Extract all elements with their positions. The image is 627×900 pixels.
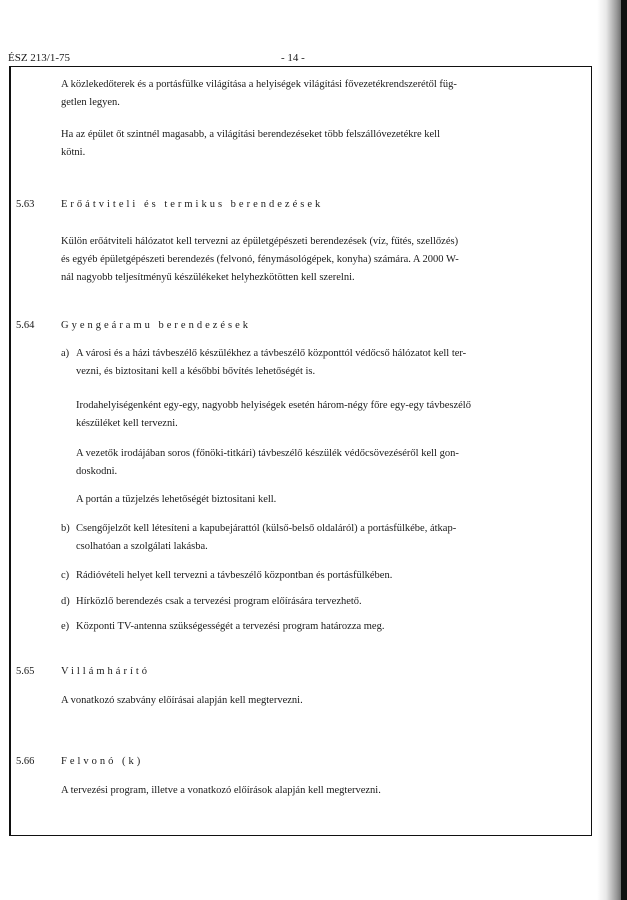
page-number: - 14 - bbox=[281, 52, 305, 64]
section-number-5-63: 5.63 bbox=[16, 199, 35, 210]
section-5-66-paragraph: A tervezési program, illetve a vonatkozó előírások alapján kell megtervezni. bbox=[61, 785, 381, 796]
section-5-65-paragraph: A vonatkozó szabvány előírásai alapján kell megtervezni. bbox=[61, 695, 303, 706]
section-title-5-65: Villámhárító bbox=[61, 666, 151, 677]
list-item-a-paragraph-3: A vezetők irodájában soros (főnöki-titkári) távbeszélő készülék védőcsövezéséről kell gon- doskodni. bbox=[76, 448, 459, 477]
list-item-e-label: e) bbox=[61, 621, 70, 632]
list-item-c-label: c) bbox=[61, 570, 70, 581]
list-item-d: d) Hírközlő berendezés csak a tervezési program előírására tervezhető. bbox=[61, 593, 539, 611]
content-frame-left-rule bbox=[9, 66, 11, 836]
list-item-d-label: d) bbox=[61, 596, 70, 607]
section-number-5-66: 5.66 bbox=[16, 756, 35, 767]
list-item-e: e) Központi TV-antenna szükségességét a tervezési program határozza meg. bbox=[61, 618, 539, 636]
list-item-c: c) Rádióvételi helyet kell tervezni a távbeszélő központban és portásfülkében. bbox=[61, 567, 539, 585]
section-title-5-64: Gyengeáramu berendezések bbox=[61, 320, 252, 331]
list-item-a-paragraph-2: Irodahelyiségenként egy-egy, nagyobb helyiségek esetén három-négy főre egy-egy távbeszélő készüléket kell tervezni. bbox=[76, 400, 471, 429]
list-item-b: b) Csengőjelzőt kell létesíteni a kapubejárattól (külső-belső oldaláról) a portásfülkébe, átkap- csolhatóan a szolgálati lakásba. bbox=[61, 520, 539, 556]
list-item-a-label: a) bbox=[61, 348, 70, 359]
list-item-b-label: b) bbox=[61, 523, 70, 534]
section-number-5-65: 5.65 bbox=[16, 666, 35, 677]
section-number-5-64: 5.64 bbox=[16, 320, 35, 331]
section-title-5-63: Erőátviteli és termikus berendezések bbox=[61, 199, 324, 210]
list-item-a: a) A városi és a házi távbeszélő készülékhez a távbeszélő központtól védőcső hálózatot kell ter- vezni, és biztositani kell a későbbi bővítés lehetőségét is. bbox=[61, 345, 539, 381]
list-item-a-paragraph-4: A portán a tüzjelzés lehetőségét biztositani kell. bbox=[76, 494, 277, 505]
section-5-63-paragraph: Külön erőátviteli hálózatot kell tervezni az épületgépészeti berendezések (víz, fűtés, szellőzés) és egyéb épületgépészeti berendezés (felvonó, fénymásológépek, konyha) számára. A 2000 W- nál nagyobb teljesítményű készülékeket helyhezkötötten kell szerelni. bbox=[61, 236, 459, 283]
document-id: ÉSZ 213/1-75 bbox=[8, 52, 71, 64]
intro-paragraph-2: Ha az épület őt szintnél magasabb, a világítási berendezéseket több felszállóvezetékre kell kötni. bbox=[61, 129, 440, 158]
intro-paragraph-1: A közlekedőterek és a portásfülke világítása a helyiségek világítási fővezetékrendszerétől füg- getlen legyen. bbox=[61, 79, 457, 108]
scan-dark-border bbox=[621, 0, 627, 900]
section-title-5-66: Felvonó (k) bbox=[61, 756, 144, 767]
